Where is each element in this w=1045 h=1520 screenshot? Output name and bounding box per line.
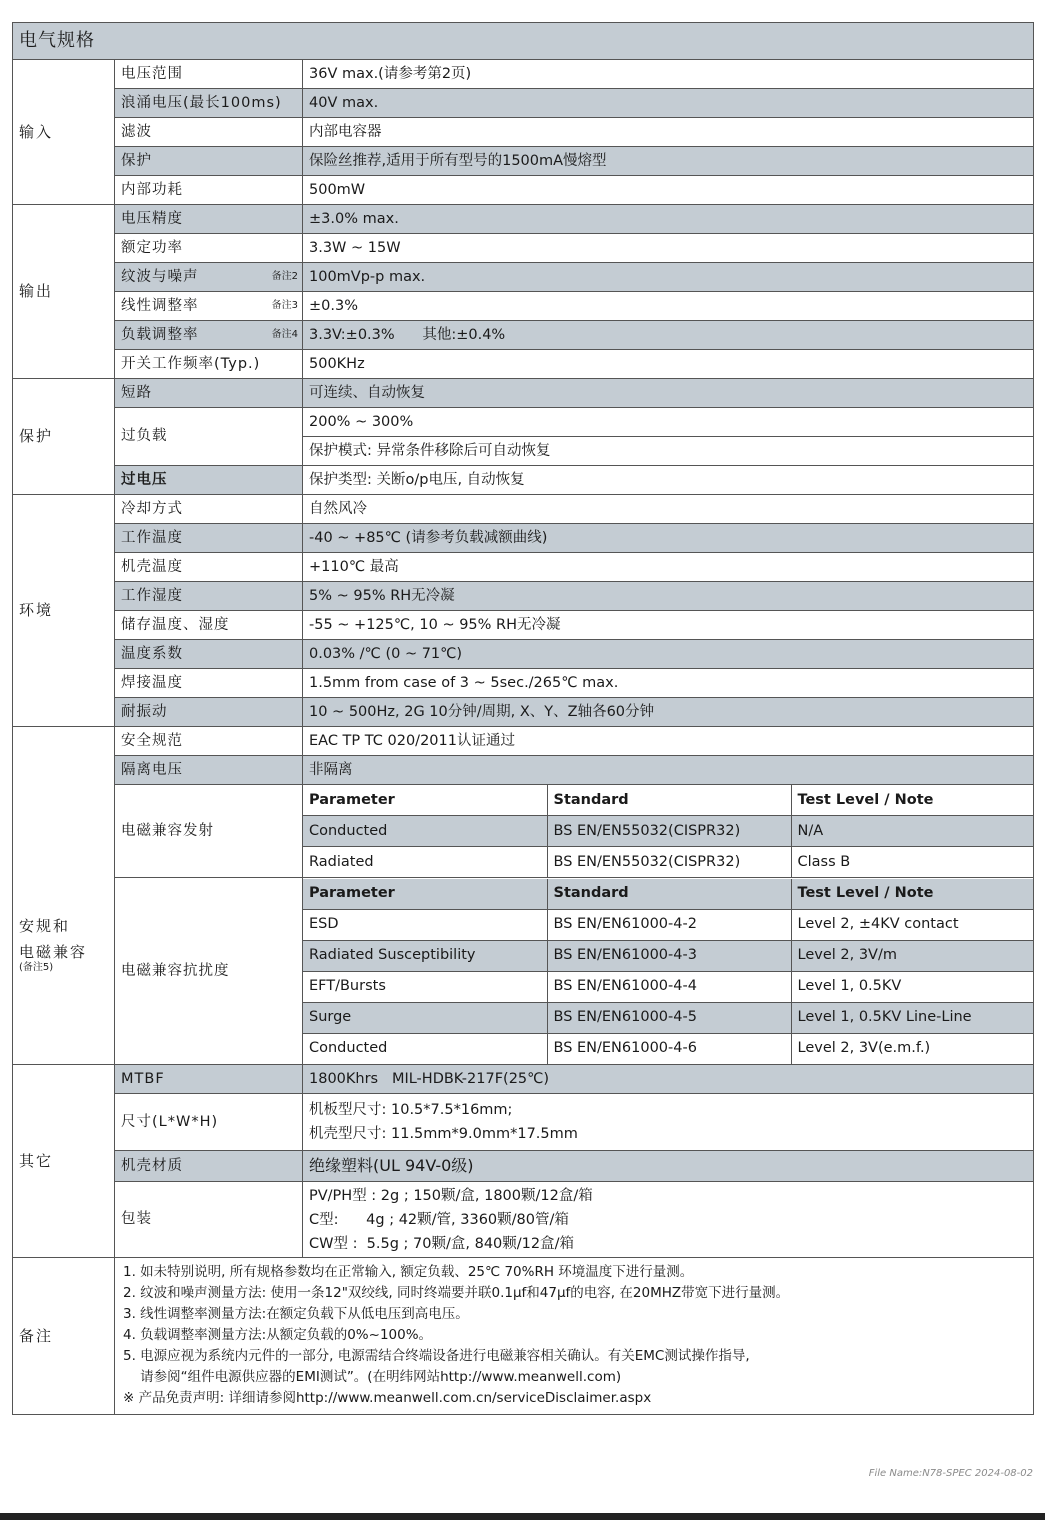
label-working-humidity: 工作湿度 bbox=[115, 582, 303, 611]
emission-cell: BS EN/EN55032(CISPR32) bbox=[547, 847, 791, 878]
label-filter: 滤波 bbox=[115, 118, 303, 147]
note-item: 3. 线性调整率测量方法:在额定负载下从低电压到高电压。 bbox=[123, 1306, 469, 1322]
packing-line-pv: PV/PH型 : 2g ; 150颗/盒, 1800颗/12盒/箱 bbox=[309, 1187, 593, 1204]
emission-header-level: Test Level / Note bbox=[791, 785, 1033, 816]
label-case-material: 机壳材质 bbox=[115, 1151, 303, 1182]
immunity-cell: Surge bbox=[303, 1002, 547, 1033]
label-switching-freq: 开关工作频率(Typ.) bbox=[115, 350, 303, 379]
label-temp-coeff: 温度系数 bbox=[115, 640, 303, 669]
label-short-circuit: 短路 bbox=[115, 379, 303, 408]
label-isolation: 隔离电压 bbox=[115, 756, 303, 785]
section-environment: 环境 bbox=[13, 495, 115, 727]
note-item: 1. 如未特别说明, 所有规格参数均在正常输入, 额定负载、25℃ 70%RH 环境温度下进行量测。 bbox=[123, 1264, 694, 1280]
emission-cell: N/A bbox=[791, 816, 1033, 847]
value-overload-mode: 保护模式: 异常条件移除后可自动恢复 bbox=[303, 437, 1034, 466]
value-vibration: 10 ~ 500Hz, 2G 10分钟/周期, X、Y、Z轴各60分钟 bbox=[303, 698, 1034, 727]
value-cooling: 自然风冷 bbox=[303, 495, 1034, 524]
note-item: 4. 负载调整率测量方法:从额定负载的0%~100%。 bbox=[123, 1327, 433, 1343]
label-voltage-range: 电压范围 bbox=[115, 60, 303, 89]
spec-sheet bbox=[12, 22, 1033, 1415]
bottom-bar bbox=[0, 1513, 1045, 1520]
value-voltage-accuracy: ±3.0% max. bbox=[303, 205, 1034, 234]
label-internal-power: 内部功耗 bbox=[115, 176, 303, 205]
immunity-cell: BS EN/EN61000-4-6 bbox=[547, 1033, 791, 1064]
immunity-cell: EFT/Bursts bbox=[303, 971, 547, 1002]
note-item: 5. 电源应视为系统内元件的一部分, 电源需结合终端设备进行电磁兼容相关确认。有关EMC测试操作指导, bbox=[123, 1348, 750, 1364]
value-mtbf: 1800Khrs MIL-HDBK-217F(25℃) bbox=[303, 1065, 1034, 1094]
value-surge-voltage: 40V max. bbox=[303, 89, 1034, 118]
immunity-cell: Level 2, ±4KV contact bbox=[791, 909, 1033, 940]
note-tag-3: 备注3 bbox=[271, 299, 298, 311]
immunity-cell: BS EN/EN61000-4-5 bbox=[547, 1002, 791, 1033]
value-overload-range: 200% ~ 300% bbox=[303, 408, 1034, 437]
value-case-material: 绝缘塑料(UL 94V-0级) bbox=[303, 1151, 1034, 1182]
label-rated-power: 额定功率 bbox=[115, 234, 303, 263]
value-working-temp: -40 ~ +85℃ (请参考负载减额曲线) bbox=[303, 524, 1034, 553]
label-load-regulation bbox=[115, 321, 303, 350]
section-safety-note: (备注5) bbox=[19, 962, 54, 973]
immunity-cell: Radiated Susceptibility bbox=[303, 940, 547, 971]
immunity-header-standard: Standard bbox=[547, 879, 791, 910]
value-case-temp: +110℃ 最高 bbox=[303, 553, 1034, 582]
label-line-regulation bbox=[115, 292, 303, 321]
label-surge-voltage: 浪涌电压(最长100ms) bbox=[115, 89, 303, 118]
immunity-cell: Level 2, 3V/m bbox=[791, 940, 1033, 971]
immunity-cell: Level 1, 0.5KV bbox=[791, 971, 1033, 1002]
label-input-protection: 保护 bbox=[115, 147, 303, 176]
label-overload: 过负载 bbox=[115, 408, 303, 466]
label-vibration: 耐振动 bbox=[115, 698, 303, 727]
value-working-humidity: 5% ~ 95% RH无冷凝 bbox=[303, 582, 1034, 611]
emission-cell: Radiated bbox=[303, 847, 547, 878]
label-case-temp: 机壳温度 bbox=[115, 553, 303, 582]
note-tag-2: 备注2 bbox=[271, 270, 298, 282]
notes-list bbox=[115, 1258, 1034, 1415]
label-overvoltage: 过电压 bbox=[115, 466, 303, 495]
label-cooling: 冷却方式 bbox=[115, 495, 303, 524]
label-emc-immunity: 电磁兼容抗扰度 bbox=[115, 878, 303, 1065]
note-item: 请参阅“组件电源供应器的EMI测试”。(在明纬网站http://www.meanwell.com) bbox=[123, 1369, 622, 1385]
dimension-line-case: 机壳型尺寸: 11.5mm*9.0mm*17.5mm bbox=[309, 1126, 578, 1142]
immunity-cell: Level 2, 3V(e.m.f.) bbox=[797, 1040, 931, 1057]
dimension-line-board: 机板型尺寸: 10.5*7.5*16mm; bbox=[309, 1102, 513, 1118]
section-other: 其它 bbox=[13, 1065, 115, 1258]
value-ripple-noise: 100mVp-p max. bbox=[303, 263, 1034, 292]
value-temp-coeff: 0.03% /℃ (0 ~ 71℃) bbox=[303, 640, 1034, 669]
value-storage: -55 ~ +125℃, 10 ~ 95% RH无冷凝 bbox=[303, 611, 1034, 640]
disclaimer-note: ※ 产品免责声明: 详细请参阅http://www.meanwell.com.cn/serviceDisclaimer.aspx bbox=[123, 1390, 652, 1406]
immunity-cell: Conducted bbox=[303, 1033, 547, 1064]
immunity-header-parameter: Parameter bbox=[303, 879, 547, 910]
value-dimension bbox=[303, 1094, 1034, 1151]
value-filter: 内部电容器 bbox=[303, 118, 1034, 147]
label-storage: 储存温度、湿度 bbox=[115, 611, 303, 640]
emission-table-cell bbox=[303, 785, 1034, 878]
emission-cell: Conducted bbox=[303, 816, 547, 847]
immunity-header-level: Test Level / Note bbox=[791, 879, 1033, 910]
immunity-cell: BS EN/EN61000-4-2 bbox=[547, 909, 791, 940]
value-isolation: 非隔离 bbox=[303, 756, 1034, 785]
packing-line-c: C型: 4g ; 42颗/管, 3360颗/80管/箱 bbox=[309, 1211, 569, 1228]
note-tag-4: 备注4 bbox=[271, 328, 298, 340]
section-safety-emc bbox=[13, 727, 115, 1065]
emission-cell: BS EN/EN55032(CISPR32) bbox=[547, 816, 791, 847]
value-load-regulation: 3.3V:±0.3% 其他:±0.4% bbox=[303, 321, 1034, 350]
value-line-regulation: ±0.3% bbox=[303, 292, 1034, 321]
page-title: 电气规格 bbox=[13, 23, 1034, 60]
emission-cell: Class B bbox=[797, 853, 851, 870]
value-solder-temp: 1.5mm from case of 3 ~ 5sec./265℃ max. bbox=[303, 669, 1034, 698]
label-ripple-noise bbox=[115, 263, 303, 292]
emission-table bbox=[303, 785, 1033, 877]
emission-header-standard: Standard bbox=[547, 785, 791, 816]
label-emc-emission: 电磁兼容发射 bbox=[115, 785, 303, 878]
section-protection: 保护 bbox=[13, 379, 115, 495]
value-internal-power: 500mW bbox=[303, 176, 1034, 205]
section-notes: 备注 bbox=[13, 1258, 115, 1415]
section-safety-line2: 电磁兼容 bbox=[19, 943, 88, 962]
immunity-table-cell bbox=[303, 878, 1034, 1065]
load-regulation-text: 负载调整率 bbox=[121, 326, 199, 343]
label-packing: 包装 bbox=[115, 1182, 303, 1258]
label-dimension: 尺寸(L*W*H) bbox=[115, 1094, 303, 1151]
value-safety-standards: EAC TP TC 020/2011认证通过 bbox=[303, 727, 1034, 756]
label-safety-standards: 安全规范 bbox=[115, 727, 303, 756]
value-switching-freq: 500KHz bbox=[303, 350, 1034, 379]
immunity-cell: Level 1, 0.5KV Line-Line bbox=[791, 1002, 1033, 1033]
value-voltage-range: 36V max.(请参考第2页) bbox=[303, 60, 1034, 89]
immunity-cell: BS EN/EN61000-4-3 bbox=[547, 940, 791, 971]
emission-header-parameter: Parameter bbox=[303, 785, 547, 816]
label-mtbf: MTBF bbox=[115, 1065, 303, 1094]
value-packing bbox=[303, 1182, 1034, 1258]
immunity-table bbox=[303, 879, 1033, 1064]
value-rated-power: 3.3W ~ 15W bbox=[303, 234, 1034, 263]
label-voltage-accuracy: 电压精度 bbox=[115, 205, 303, 234]
label-working-temp: 工作温度 bbox=[115, 524, 303, 553]
note-item: 2. 纹波和噪声测量方法: 使用一条12"双绞线, 同时终端要并联0.1μf和47μf的电容, 在20MHZ带宽下进行量测。 bbox=[123, 1285, 790, 1301]
value-overvoltage: 保护类型: 关断o/p电压, 自动恢复 bbox=[303, 466, 1034, 495]
immunity-cell: BS EN/EN61000-4-4 bbox=[547, 971, 791, 1002]
section-output: 输出 bbox=[13, 205, 115, 379]
spec-table bbox=[12, 22, 1034, 1415]
immunity-cell: ESD bbox=[303, 909, 547, 940]
section-input: 输入 bbox=[13, 60, 115, 205]
packing-line-cw: CW型 : 5.5g ; 70颗/盒, 840颗/12盒/箱 bbox=[309, 1235, 574, 1252]
label-solder-temp: 焊接温度 bbox=[115, 669, 303, 698]
value-short-circuit: 可连续、自动恢复 bbox=[303, 379, 1034, 408]
file-name-footer: File Name:N78-SPEC 2024-08-02 bbox=[868, 1468, 1033, 1479]
value-input-protection: 保险丝推荐,适用于所有型号的1500mA慢熔型 bbox=[303, 147, 1034, 176]
section-safety-line1: 安规和 bbox=[19, 916, 71, 935]
line-regulation-text: 线性调整率 bbox=[121, 297, 199, 314]
ripple-noise-text: 纹波与噪声 bbox=[121, 268, 199, 285]
